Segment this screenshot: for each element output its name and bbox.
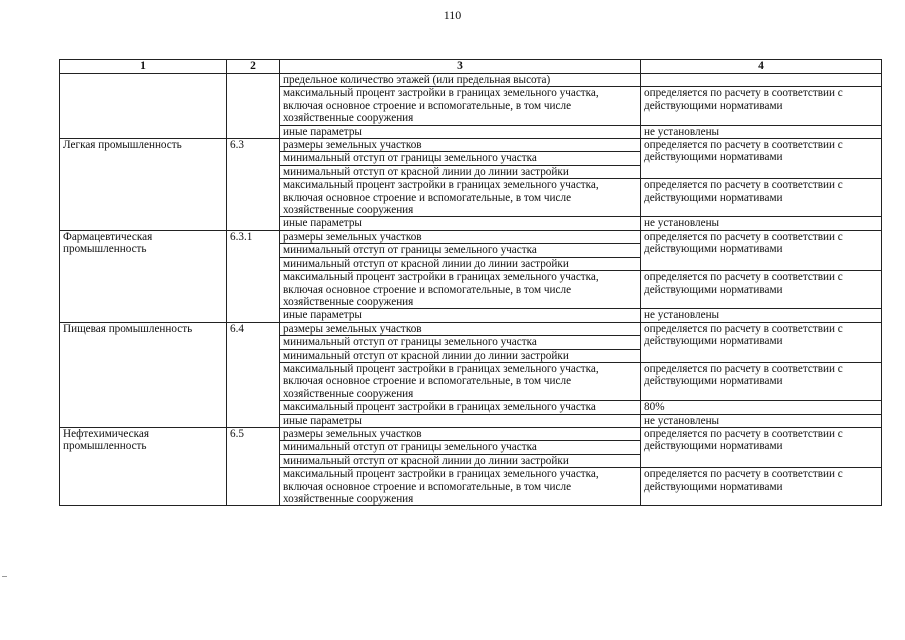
use-type-cell: Нефтехимическая промышленность [60, 427, 227, 505]
column-header-4: 4 [641, 60, 882, 74]
parameter-cell: минимальный отступ от границы земельного участка [280, 152, 641, 165]
value-cell: не установлены [641, 217, 882, 230]
value-cell: определяется по расчету в соответствии с действующими нормативами [641, 139, 882, 179]
parameter-cell: максимальный процент застройки в границах земельного участка, включая основное строение и вспомогательные, в том числе хозяйственные сооружения [280, 87, 641, 125]
table-row [60, 230, 882, 243]
value-cell: определяется по расчету в соответствии с действующими нормативами [641, 468, 882, 506]
parameter-cell: минимальный отступ от красной линии до линии застройки [280, 349, 641, 362]
use-code-cell: 6.4 [227, 322, 280, 427]
parameter-cell: размеры земельных участков [280, 427, 641, 440]
use-code-cell [227, 74, 280, 139]
parameter-cell: максимальный процент застройки в границах земельного участка, включая основное строение и вспомогательные, в том числе хозяйственные сооружения [280, 179, 641, 217]
parameter-cell: размеры земельных участков [280, 230, 641, 243]
value-cell [641, 74, 882, 87]
use-code-cell: 6.3.1 [227, 230, 280, 322]
parameter-cell: максимальный процент застройки в границах земельного участка, включая основное строение и вспомогательные, в том числе хозяйственные сооружения [280, 468, 641, 506]
parameter-cell: максимальный процент застройки в границах земельного участка, включая основное строение и вспомогательные, в том числе хозяйственные сооружения [280, 362, 641, 400]
scan-edge-mark [2, 576, 7, 577]
use-type-cell: Фармацевтическая промышленность [60, 230, 227, 322]
use-type-cell: Пищевая промышленность [60, 322, 227, 427]
column-header-1: 1 [60, 60, 227, 74]
value-cell: не установлены [641, 125, 882, 138]
value-cell: определяется по расчету в соответствии с действующими нормативами [641, 230, 882, 270]
value-cell: определяется по расчету в соответствии с действующими нормативами [641, 271, 882, 309]
parameter-cell: иные параметры [280, 309, 641, 322]
use-code-cell: 6.5 [227, 427, 280, 505]
parameter-cell: иные параметры [280, 217, 641, 230]
value-cell: определяется по расчету в соответствии с действующими нормативами [641, 87, 882, 125]
use-type-cell: Легкая промышленность [60, 139, 227, 231]
parameter-cell: максимальный процент застройки в границах земельного участка [280, 401, 641, 414]
page-number: 110 [443, 8, 462, 22]
value-cell: не установлены [641, 414, 882, 427]
header-row [60, 60, 882, 74]
table-row [60, 74, 882, 87]
value-cell: определяется по расчету в соответствии с действующими нормативами [641, 179, 882, 217]
parameter-cell: минимальный отступ от красной линии до линии застройки [280, 165, 641, 178]
parameter-cell: минимальный отступ от красной линии до линии застройки [280, 257, 641, 270]
parameter-cell: минимальный отступ от границы земельного участка [280, 441, 641, 454]
parameter-cell: иные параметры [280, 414, 641, 427]
parameter-cell: размеры земельных участков [280, 322, 641, 335]
parameter-cell: предельное количество этажей (или предельная высота) [280, 74, 641, 87]
table-row [60, 139, 882, 152]
use-type-cell [60, 74, 227, 139]
column-header-3: 3 [280, 60, 641, 74]
value-cell: определяется по расчету в соответствии с действующими нормативами [641, 427, 882, 467]
parameter-cell: размеры земельных участков [280, 139, 641, 152]
table-row [60, 427, 882, 440]
use-code-cell: 6.3 [227, 139, 280, 231]
parameter-cell: иные параметры [280, 125, 641, 138]
value-cell: определяется по расчету в соответствии с действующими нормативами [641, 322, 882, 362]
value-cell: определяется по расчету в соответствии с действующими нормативами [641, 362, 882, 400]
column-header-2: 2 [227, 60, 280, 74]
parameter-cell: минимальный отступ от границы земельного участка [280, 336, 641, 349]
parameter-cell: минимальный отступ от границы земельного участка [280, 244, 641, 257]
regulations-table [59, 59, 882, 506]
parameter-cell: максимальный процент застройки в границах земельного участка, включая основное строение и вспомогательные, в том числе хозяйственные сооружения [280, 271, 641, 309]
value-cell: не установлены [641, 309, 882, 322]
table-row [60, 322, 882, 335]
value-cell: 80% [641, 401, 882, 414]
parameter-cell: минимальный отступ от красной линии до линии застройки [280, 454, 641, 467]
